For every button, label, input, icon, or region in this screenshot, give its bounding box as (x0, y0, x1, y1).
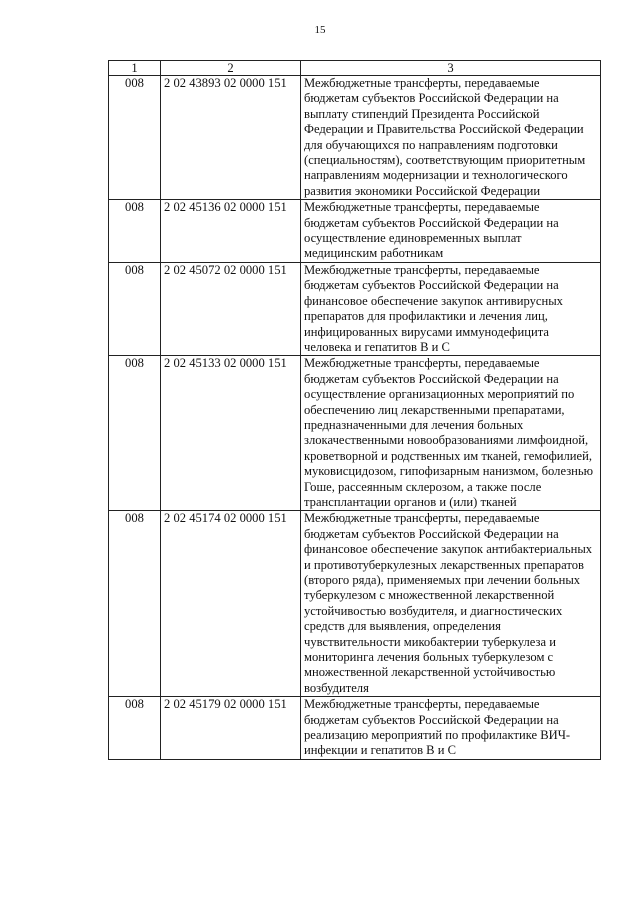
page-number: 15 (314, 24, 326, 36)
income-name-cell: Межбюджетные трансферты, передаваемые бюджетам субъектов Российской Федерации на осуществление организационных мероприятий по обеспечению лиц лекарственными препаратами, предназначенными для лечения больных злокачественными новообразованиями лимфоидной, кроветворной и родственных им тканей, гемофилией, муковисцидозом, гипофизарным нанизмом, болезнью Гоше, рассеянным склерозом, а также после трансплантации органов и (или) тканей (301, 356, 601, 511)
header-col-3: 3 (301, 61, 601, 76)
budget-code-cell: 2 02 45133 02 0000 151 (161, 356, 301, 511)
table-row (109, 356, 601, 511)
table-row (109, 511, 601, 697)
table-row (109, 200, 601, 263)
budget-code-cell: 2 02 45174 02 0000 151 (161, 511, 301, 697)
budget-codes-table (108, 60, 601, 760)
dept-code-cell: 008 (109, 511, 161, 697)
dept-code-cell: 008 (109, 262, 161, 355)
budget-code-cell: 2 02 43893 02 0000 151 (161, 76, 301, 200)
income-name-cell: Межбюджетные трансферты, передаваемые бюджетам субъектов Российской Федерации на финансовое обеспечение закупок антивирусных препаратов для профилактики и лечения лиц, инфицированных вирусами иммунодефицита человека и гепатитов В и С (301, 262, 601, 355)
income-name-cell: Межбюджетные трансферты, передаваемые бюджетам субъектов Российской Федерации на осуществление единовременных выплат медицинским работникам (301, 200, 601, 263)
income-name-cell: Межбюджетные трансферты, передаваемые бюджетам субъектов Российской Федерации на реализацию мероприятий по профилактике ВИЧ-инфекции и гепатитов В и С (301, 697, 601, 760)
income-name-cell: Межбюджетные трансферты, передаваемые бюджетам субъектов Российской Федерации на финансовое обеспечение закупок антибактериальных и противотуберкулезных лекарственных препаратов (второго ряда), применяемых при лечении больных туберкулезом с множественной лекарственной устойчивостью возбудителя, и диагностических средств для выявления, определения чувствительности микобактерии туберкулеза и мониторинга лечения больных туберкулезом с множественной лекарственной устойчивостью возбудителя (301, 511, 601, 697)
table-header-row (109, 61, 601, 76)
budget-code-cell: 2 02 45072 02 0000 151 (161, 262, 301, 355)
income-name-cell: Межбюджетные трансферты, передаваемые бюджетам субъектов Российской Федерации на выплату стипендий Президента Российской Федерации и Правительства Российской Федерации для обучающихся по направлениям подготовки (специальностям), соответствующим приоритетным направлениям модернизации и технологического развития экономики Российской Федерации (301, 76, 601, 200)
budget-code-cell: 2 02 45136 02 0000 151 (161, 200, 301, 263)
table-row (109, 697, 601, 760)
header-col-2: 2 (161, 61, 301, 76)
dept-code-cell: 008 (109, 356, 161, 511)
header-col-1: 1 (109, 61, 161, 76)
table-row (109, 76, 601, 200)
dept-code-cell: 008 (109, 76, 161, 200)
dept-code-cell: 008 (109, 697, 161, 760)
table-row (109, 262, 601, 355)
budget-code-cell: 2 02 45179 02 0000 151 (161, 697, 301, 760)
dept-code-cell: 008 (109, 200, 161, 263)
